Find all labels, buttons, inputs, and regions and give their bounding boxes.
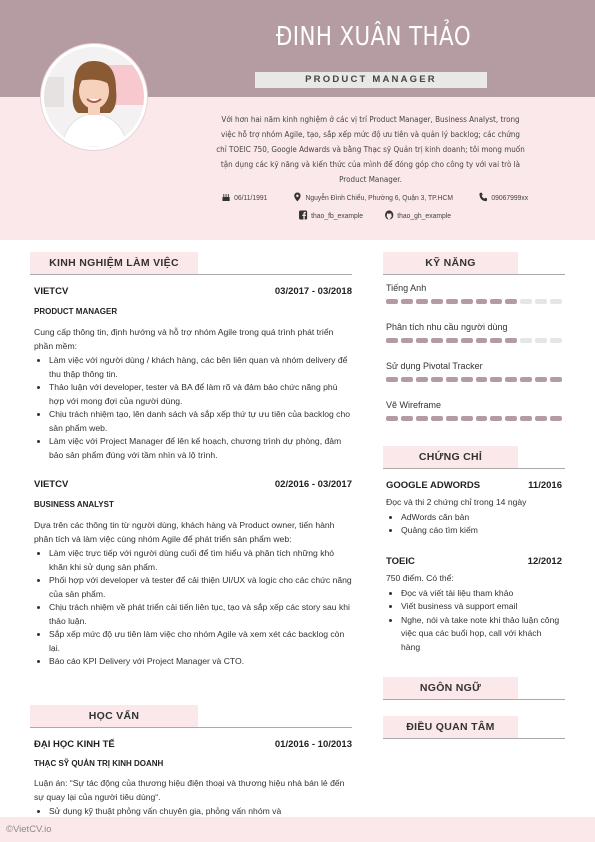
skill-level-segment — [431, 338, 443, 343]
experience-heading: KINH NGHIỆM LÀM VIỆC — [30, 252, 198, 274]
certificate-name: TOEIC — [386, 556, 415, 567]
footer-watermark[interactable]: ©VietCV.io — [6, 824, 52, 835]
education-heading: HỌC VẤN — [30, 705, 198, 727]
certificate-description: Đọc và thi 2 chứng chỉ trong 14 ngày — [386, 497, 527, 507]
education-major: THẠC SỸ QUẢN TRỊ KINH DOANH — [34, 759, 164, 768]
skill-level-segment — [505, 377, 517, 382]
skill-item — [386, 283, 562, 322]
birthday-item — [222, 192, 268, 202]
education-period: 01/2016 - 10/2013 — [274, 739, 352, 750]
education-item — [34, 739, 352, 819]
candidate-role: PRODUCT MANAGER — [255, 72, 487, 88]
list-item: • Báo cáo KPI Delivery với Project Manager và CTO. — [49, 655, 352, 669]
certificate-bullets — [386, 511, 562, 538]
skill-level-segment — [446, 416, 458, 421]
skill-level-segment — [476, 416, 488, 421]
skill-name: Vẽ Wireframe — [386, 400, 442, 410]
phone-text: 09067999xx — [491, 192, 529, 202]
facebook-text: thao_fb_example — [311, 210, 364, 220]
skill-level-segment — [446, 338, 458, 343]
skill-level-segment — [520, 338, 532, 343]
skill-level-segment — [505, 416, 517, 421]
skill-level-segment — [431, 416, 443, 421]
certificates-divider — [383, 468, 565, 469]
list-item: • Đọc và viết tài liệu tham khảo — [401, 587, 562, 601]
skill-level-segment — [490, 377, 502, 382]
list-item: • Thảo luận với developer, tester và BA để làm rõ và đảm bảo chức năng phù hợp với mong đợi của người dùng. — [49, 381, 352, 408]
address-text: Nguyễn Đình Chiểu, Phường 6, Quận 3, TP.HCM — [305, 192, 454, 202]
list-item: • Làm việc với người dùng / khách hàng, các bên liên quan và nhóm delivery để thu thập thông tin. — [49, 354, 352, 381]
languages-divider — [383, 699, 565, 700]
phone-icon — [479, 192, 488, 202]
address-item — [293, 192, 453, 202]
certificate-date: 12/2012 — [527, 556, 562, 567]
skill-item — [386, 400, 562, 439]
languages-heading: NGÔN NGỮ — [383, 677, 518, 699]
skill-level-segment — [401, 377, 413, 382]
skill-level-segment — [476, 338, 488, 343]
skill-level-segment — [535, 338, 547, 343]
avatar-photo — [44, 47, 144, 147]
skill-level-segment — [476, 299, 488, 304]
list-item: • Nghe, nói và take note khi thảo luận công việc qua các buổi họp, call với khách hàng — [401, 614, 562, 655]
list-item: • Sắp xếp mức độ ưu tiên làm việc cho nhóm Agile và xem xét các backlog còn lại. — [49, 628, 352, 655]
company-name: VIETCV — [34, 286, 69, 297]
interests-divider — [383, 738, 565, 739]
skill-level-bar — [386, 338, 562, 343]
skills-heading: KỸ NĂNG — [383, 252, 518, 274]
job-period: 03/2017 - 03/2018 — [274, 286, 352, 297]
skill-level-segment — [401, 338, 413, 343]
list-item: • Phối hợp với developer và tester để cải thiện UI/UX và logic cho các chức năng của sản phẩm. — [49, 574, 352, 601]
job-description: Cung cấp thông tin, định hướng và hỗ trợ nhóm Agile trong quá trình phát triển phần mềm: — [34, 327, 334, 351]
list-item: • Sử dụng kỹ thuật phỏng vấn chuyên gia, phỏng vấn nhóm và — [49, 805, 352, 819]
contact-info — [190, 192, 560, 228]
company-name: VIETCV — [34, 479, 69, 490]
list-item: • Chịu trách nhiệm về phát triển cải tiến liên tục, tạo và sắp xếp các story sau khi thảo luận. — [49, 601, 352, 628]
skill-level-segment — [386, 416, 398, 421]
phone-item — [479, 192, 528, 202]
skill-level-segment — [505, 338, 517, 343]
skills-divider — [383, 274, 565, 275]
candidate-name: ĐINH XUÂN THẢO — [275, 22, 472, 52]
certificates-heading: CHỨNG CHỈ — [383, 446, 518, 468]
github-text: thao_gh_example — [397, 210, 451, 220]
skill-level-segment — [550, 299, 562, 304]
map-pin-icon — [293, 192, 302, 202]
skill-level-segment — [416, 416, 428, 421]
skill-level-segment — [550, 377, 562, 382]
skill-name: Tiếng Anh — [386, 283, 427, 293]
certificate-item-1 — [386, 480, 562, 538]
list-item: • Viết business và support email — [401, 600, 562, 614]
school-name: ĐẠI HỌC KINH TẾ — [34, 739, 115, 750]
job-position: PRODUCT MANAGER — [34, 307, 118, 316]
skill-level-segment — [446, 299, 458, 304]
summary-text: Với hơn hai năm kinh nghiệm ở các vị trí Product Manager, Business Analyst, trong việc hỗ trợ nhóm Agile, tạo, sắp xếp mức độ ưu tiên và quản lý backlog; các chứng chỉ TOEIC 750, Google Adwards và bằng Thạc sỹ Quản trị kinh doanh; tôi mong muốn tận dụng các kỹ năng và kiến thức của mình để đóng góp cho công ty với vai trò là Product Manager. — [216, 115, 525, 184]
list-item: • Làm việc trực tiếp với người dùng cuối để tìm hiểu và phân tích những khó khăn khi sử dụng sản phẩm. — [49, 547, 352, 574]
job-position: BUSINESS ANALYST — [34, 500, 114, 509]
job-bullets — [34, 354, 352, 462]
interests-heading: ĐIỀU QUAN TÂM — [383, 716, 518, 738]
skill-level-segment — [520, 299, 532, 304]
skill-level-segment — [401, 299, 413, 304]
skill-level-segment — [535, 299, 547, 304]
skill-level-segment — [476, 377, 488, 382]
list-item: • Làm việc với Project Manager để lên kế hoạch, chương trình dự phòng, đảm bảo sản phẩm đúng với tầm nhìn và lộ trình. — [49, 435, 352, 462]
education-divider — [30, 727, 352, 728]
certificate-name: GOOGLE ADWORDS — [386, 480, 481, 491]
github-icon — [385, 210, 394, 220]
skill-level-bar — [386, 416, 562, 421]
skill-level-segment — [446, 377, 458, 382]
skill-level-segment — [461, 299, 473, 304]
facebook-item[interactable] — [299, 210, 363, 220]
skill-level-segment — [520, 377, 532, 382]
skill-level-segment — [461, 377, 473, 382]
skill-name: Phân tích nhu cầu người dùng — [386, 322, 508, 332]
birthday-text: 06/11/1991 — [234, 192, 268, 202]
skill-name: Sử dụng Pivotal Tracker — [386, 361, 483, 371]
skill-level-segment — [386, 338, 398, 343]
job-bullets — [34, 547, 352, 669]
skill-level-segment — [461, 416, 473, 421]
skill-item — [386, 322, 562, 361]
certificate-item-2 — [386, 556, 562, 654]
avatar — [41, 44, 147, 150]
experience-divider — [30, 274, 352, 275]
skill-level-segment — [520, 416, 532, 421]
skill-level-segment — [431, 377, 443, 382]
skill-level-segment — [416, 299, 428, 304]
facebook-icon — [299, 210, 308, 220]
certificate-bullets — [386, 587, 562, 655]
skill-item — [386, 361, 562, 400]
job-description: Dựa trên các thông tin từ người dùng, khách hàng và Product owner, tiến hành phân tích và làm việc cùng nhóm Agile để phát triển sản phẩm web: — [34, 520, 335, 544]
skill-level-segment — [490, 416, 502, 421]
skill-level-segment — [416, 377, 428, 382]
skill-level-bar — [386, 299, 562, 304]
footer-band — [0, 817, 595, 842]
skill-level-segment — [401, 416, 413, 421]
list-item: • Chịu trách nhiệm tạo, lên danh sách và sắp xếp thứ tự ưu tiên của backlog cho sản phẩm web. — [49, 408, 352, 435]
experience-item-1 — [34, 286, 352, 462]
skill-level-segment — [550, 416, 562, 421]
skill-level-segment — [416, 338, 428, 343]
skill-level-segment — [490, 299, 502, 304]
list-item: • Quảng cáo tìm kiếm — [401, 524, 562, 538]
skill-level-segment — [535, 377, 547, 382]
experience-item-2 — [34, 479, 352, 669]
github-item[interactable] — [385, 210, 451, 220]
list-item: • AdWords căn bản — [401, 511, 562, 525]
skill-level-segment — [386, 299, 398, 304]
skills-list — [386, 283, 562, 439]
certificate-date: 11/2016 — [528, 480, 562, 491]
skill-level-segment — [431, 299, 443, 304]
skill-level-segment — [550, 338, 562, 343]
skill-level-segment — [386, 377, 398, 382]
skill-level-segment — [535, 416, 547, 421]
skill-level-segment — [490, 338, 502, 343]
job-period: 02/2016 - 03/2017 — [274, 479, 352, 490]
cake-icon — [222, 192, 231, 202]
skill-level-segment — [505, 299, 517, 304]
certificate-description: 750 điểm. Có thể: — [386, 573, 454, 583]
skill-level-segment — [461, 338, 473, 343]
skill-level-bar — [386, 377, 562, 382]
education-description: Luận án: “Sự tác động của thương hiệu điện thoại và thương hiệu nhà bán lẻ đến sự quay lại của người tiêu dùng“. — [34, 778, 345, 802]
